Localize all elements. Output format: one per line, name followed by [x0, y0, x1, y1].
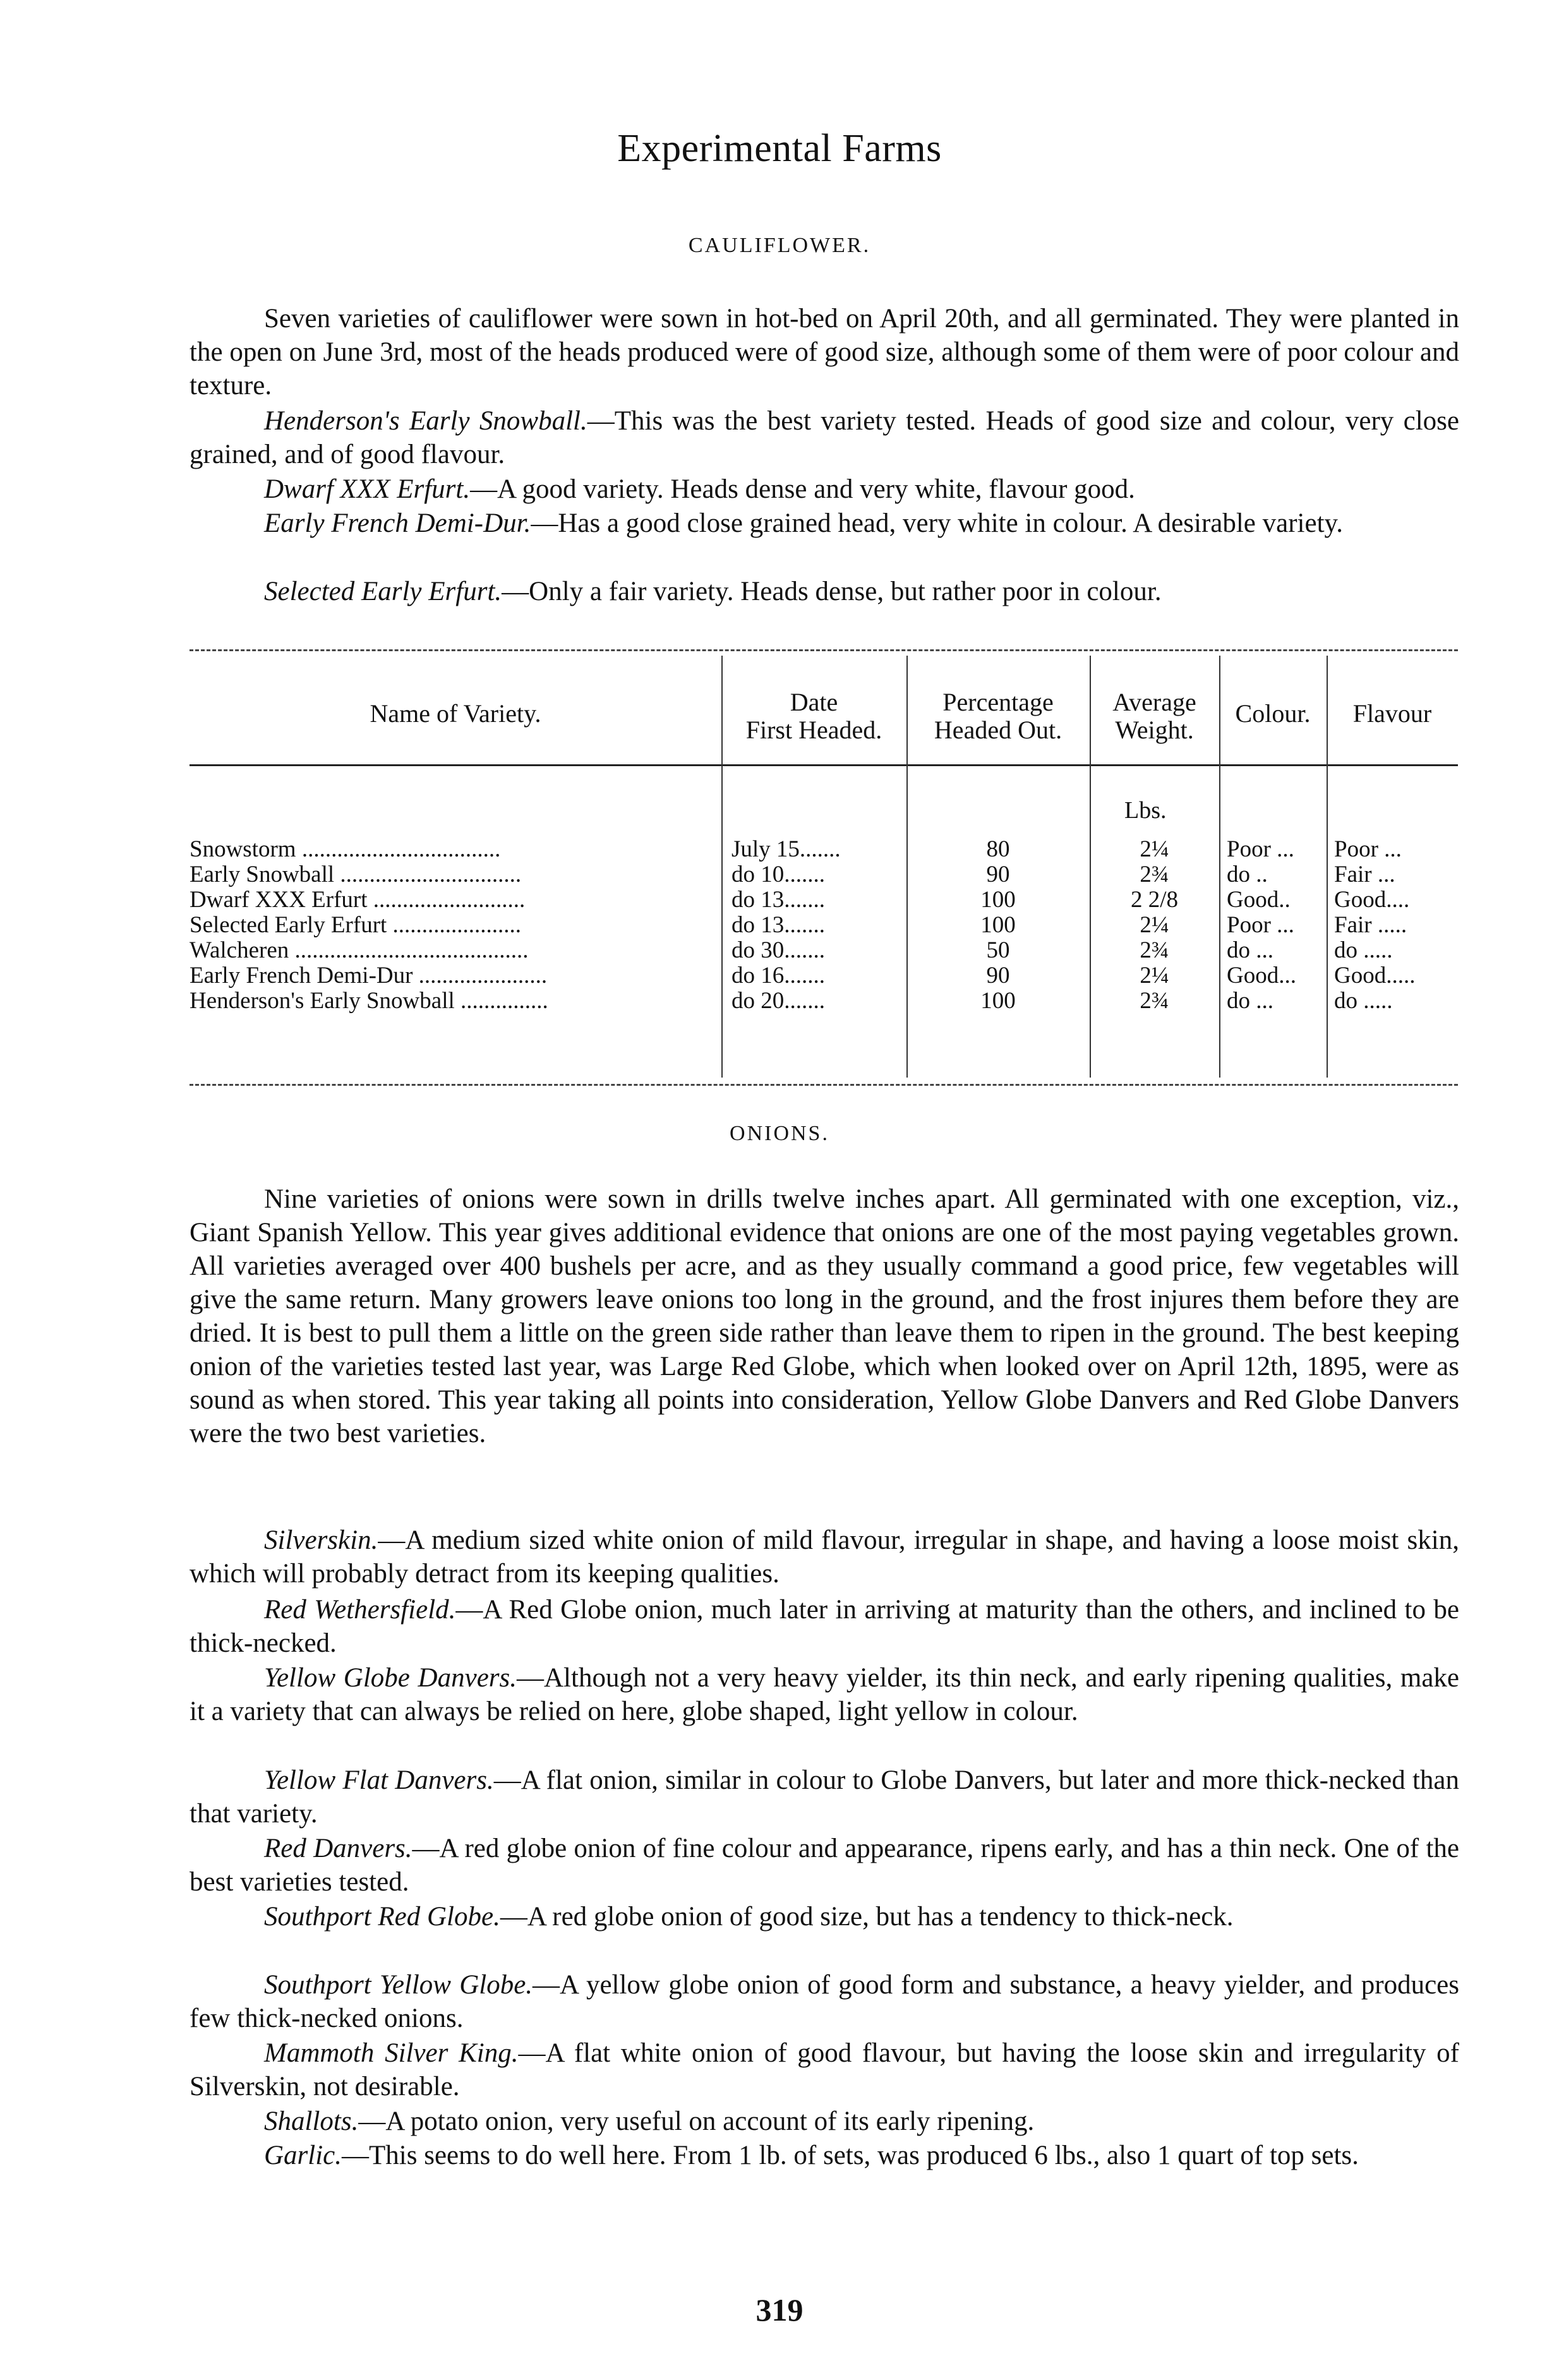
- table-cell-flavour: Good.....: [1334, 963, 1416, 989]
- table-cell-date: do 13.......: [731, 912, 825, 938]
- table-cell-date: July 15.......: [731, 836, 841, 862]
- column-header-line: First Headed.: [745, 716, 882, 744]
- cauliflower-heading: CAULIFLOWER.: [688, 234, 871, 257]
- onions-intro: Nine varieties of onions were sown in drills twelve inches apart. All germinated with one exception, viz., Giant Spanish Yellow. This year gives additional evidence that onions are one of the most paying vegetables grown. All varieties averaged over 400 bushels per acre, and as they usually command a good price, few vegetables will give the same return. Many growers leave onions too long in the ground, and the frost injures them before they are dried. It is best to pull them a little on the green side rather than leave them to ripen in the ground. The best keeping onion of the varieties tested last year, was Large Red Globe, which when looked over on April 12th, 1895, were as sound as when stored. This year taking all points into consideration, Yellow Globe Danvers and Red Globe Danvers were the two best varieties.: [190, 1184, 1459, 1448]
- variety-text: —A red globe onion of fine colour and appearance, ripens early, and has a thin neck. One of the best varieties tested.: [190, 1834, 1460, 1897]
- table-cell-weight: 2¾: [1140, 937, 1169, 963]
- variety-text: —Although not a very heavy yielder, its thin neck, and early ripening qualities, make it a variety that can always be relied on here, globe shaped, light yellow in colour.: [190, 1663, 1459, 1726]
- variety-text: —A red globe onion of good size, but has a tendency to thick-neck.: [500, 1902, 1234, 1932]
- variety-text: —A yellow globe onion of good form and substance, a heavy yielder, and produces few thick-necked onions.: [190, 1970, 1459, 2033]
- variety-name: Shallots.: [264, 2107, 359, 2136]
- onions-heading: ONIONS.: [730, 1122, 829, 1145]
- variety-text: —A Red Globe onion, much later in arriving at maturity than the others, and inclined to be thick-necked.: [190, 1595, 1459, 1658]
- table-top-rule: [190, 649, 1458, 651]
- table-cell-name: Early Snowball ...............................: [190, 863, 522, 887]
- table-cell-colour: do ..: [1227, 862, 1268, 887]
- column-header-flavour: Flavour: [1352, 699, 1432, 728]
- variety-name: Garlic.: [264, 2141, 342, 2170]
- table-cell-weight: 2¾: [1140, 988, 1169, 1014]
- variety-text: —This was the best variety tested. Heads of good size and colour, very close grained, and of good flavour.: [190, 406, 1459, 469]
- table-cell-flavour: Fair .....: [1334, 912, 1407, 938]
- table-cell-colour: Poor ...: [1227, 836, 1294, 862]
- column-header-line: Weight.: [1115, 716, 1194, 744]
- table-bottom-rule: [190, 1084, 1458, 1086]
- variety-name: Selected Early Erfurt.: [264, 577, 502, 606]
- cauliflower-table: [190, 649, 1458, 1086]
- variety-name: Yellow Flat Danvers.: [264, 1765, 494, 1795]
- variety-paragraph: [190, 2139, 1459, 2172]
- weight-unit: Lbs.: [1124, 797, 1167, 824]
- table-cell-colour: Good...: [1227, 963, 1296, 989]
- variety-paragraph: [190, 2036, 1459, 2103]
- table-cell-date: do 30.......: [731, 937, 825, 963]
- table-cell-flavour: Good....: [1334, 887, 1410, 913]
- table-cell-colour: do ...: [1227, 988, 1273, 1014]
- page-title: Experimental Farms: [617, 127, 942, 170]
- table-cell-date: do 16.......: [731, 963, 825, 989]
- table-cell-percentage: 100: [980, 988, 1016, 1014]
- table-cell-flavour: do .....: [1334, 988, 1393, 1014]
- table-cell-colour: Good..: [1227, 887, 1291, 913]
- column-header-line: Percentage: [942, 688, 1054, 716]
- table-cell-name: Walcheren ........................................: [190, 939, 529, 963]
- variety-name: Red Wethersfield.: [264, 1595, 456, 1625]
- variety-text: —A medium sized white onion of mild flavour, irregular in shape, and having a loose moist skin, which will probably detract from its keeping qualities.: [190, 1525, 1459, 1589]
- column-header-colour: Colour.: [1235, 699, 1311, 728]
- table-cell-percentage: 80: [986, 836, 1010, 862]
- variety-text: —A flat white onion of good flavour, but having the loose skin and irregularity of Silverskin, not desirable.: [190, 2038, 1459, 2101]
- table-cell-weight: 2¾: [1140, 862, 1169, 887]
- table-cell-colour: do ...: [1227, 937, 1273, 963]
- table-cell-name: Dwarf XXX Erfurt ..........................: [190, 888, 526, 912]
- variety-paragraph: [190, 1764, 1459, 1830]
- table-cell-percentage: 50: [986, 937, 1010, 963]
- variety-paragraph: [190, 2105, 1459, 2138]
- cauliflower-intro: Seven varieties of cauliflower were sown in hot-bed on April 20th, and all germinated. They were planted in the open on June 3rd, most of the heads produced were of good size, although some of them were of poor colour and texture.: [190, 304, 1459, 400]
- variety-paragraph: [190, 1593, 1459, 1660]
- page-number: 319: [755, 2292, 804, 2328]
- variety-paragraph: [190, 1832, 1459, 1899]
- variety-text: —A potato onion, very useful on account of its early ripening.: [358, 2107, 1035, 2136]
- column-header-weight: [1090, 688, 1219, 744]
- table-cell-percentage: 90: [986, 963, 1010, 989]
- table-header-rule: [190, 764, 1458, 766]
- table-cell-date: do 20.......: [731, 988, 825, 1014]
- table-cell-weight: 2 2/8: [1130, 887, 1179, 913]
- column-header-line: Headed Out.: [934, 716, 1062, 744]
- variety-paragraph: [190, 575, 1459, 608]
- table-cell-date: do 13.......: [731, 887, 825, 913]
- variety-name: Henderson's Early Snowball.: [264, 406, 587, 436]
- variety-paragraph: [190, 507, 1459, 540]
- table-cell-percentage: 90: [986, 862, 1010, 887]
- variety-paragraph: [190, 404, 1459, 471]
- column-header-date: [721, 688, 906, 744]
- table-cell-percentage: 100: [980, 887, 1016, 913]
- table-cell-name: Henderson's Early Snowball ...............: [190, 989, 548, 1013]
- table-cell-name: Selected Early Erfurt ......................: [190, 913, 522, 937]
- variety-text: —A flat onion, similar in colour to Globe Danvers, but later and more thick-necked than that variety.: [190, 1765, 1459, 1829]
- column-header-line: Date: [790, 688, 838, 716]
- variety-name: Southport Red Globe.: [264, 1902, 500, 1932]
- table-cell-weight: 2¼: [1140, 963, 1169, 989]
- variety-paragraph: [190, 1524, 1459, 1590]
- variety-name: Mammoth Silver King.: [264, 2038, 519, 2068]
- table-cell-flavour: Poor ...: [1334, 836, 1402, 862]
- variety-text: —Only a fair variety. Heads dense, but rather poor in colour.: [502, 577, 1162, 606]
- variety-text: —Has a good close grained head, very white in colour. A desirable variety.: [531, 508, 1343, 538]
- table-cell-flavour: Fair ...: [1334, 862, 1395, 887]
- variety-paragraph: [190, 1900, 1459, 1933]
- variety-text: —A good variety. Heads dense and very white, flavour good.: [470, 474, 1135, 504]
- table-cell-date: do 10.......: [731, 862, 825, 887]
- table-cell-name: Early French Demi-Dur ......................: [190, 964, 548, 988]
- variety-paragraph: [190, 472, 1459, 506]
- variety-text: —This seems to do well here. From 1 lb. of sets, was produced 6 lbs., also 1 quart of top sets.: [342, 2141, 1359, 2170]
- column-header-percentage: [906, 688, 1090, 744]
- variety-name: Dwarf XXX Erfurt.: [264, 474, 471, 504]
- variety-name: Early French Demi-Dur.: [264, 508, 531, 538]
- column-header-name: Name of Variety.: [370, 699, 541, 728]
- variety-name: Silverskin.: [264, 1525, 378, 1555]
- table-cell-weight: 2¼: [1140, 836, 1169, 862]
- variety-name: Southport Yellow Globe.: [264, 1970, 533, 2000]
- variety-paragraph: [190, 1968, 1459, 2035]
- table-cell-flavour: do .....: [1334, 937, 1393, 963]
- table-cell-name: Snowstorm ..................................: [190, 838, 501, 862]
- table-cell-colour: Poor ...: [1227, 912, 1294, 938]
- column-header-line: Average: [1112, 688, 1196, 716]
- variety-name: Yellow Globe Danvers.: [264, 1663, 517, 1693]
- variety-name: Red Danvers.: [264, 1834, 412, 1863]
- table-cell-weight: 2¼: [1140, 912, 1169, 938]
- table-cell-percentage: 100: [980, 912, 1016, 938]
- variety-paragraph: [190, 1661, 1459, 1728]
